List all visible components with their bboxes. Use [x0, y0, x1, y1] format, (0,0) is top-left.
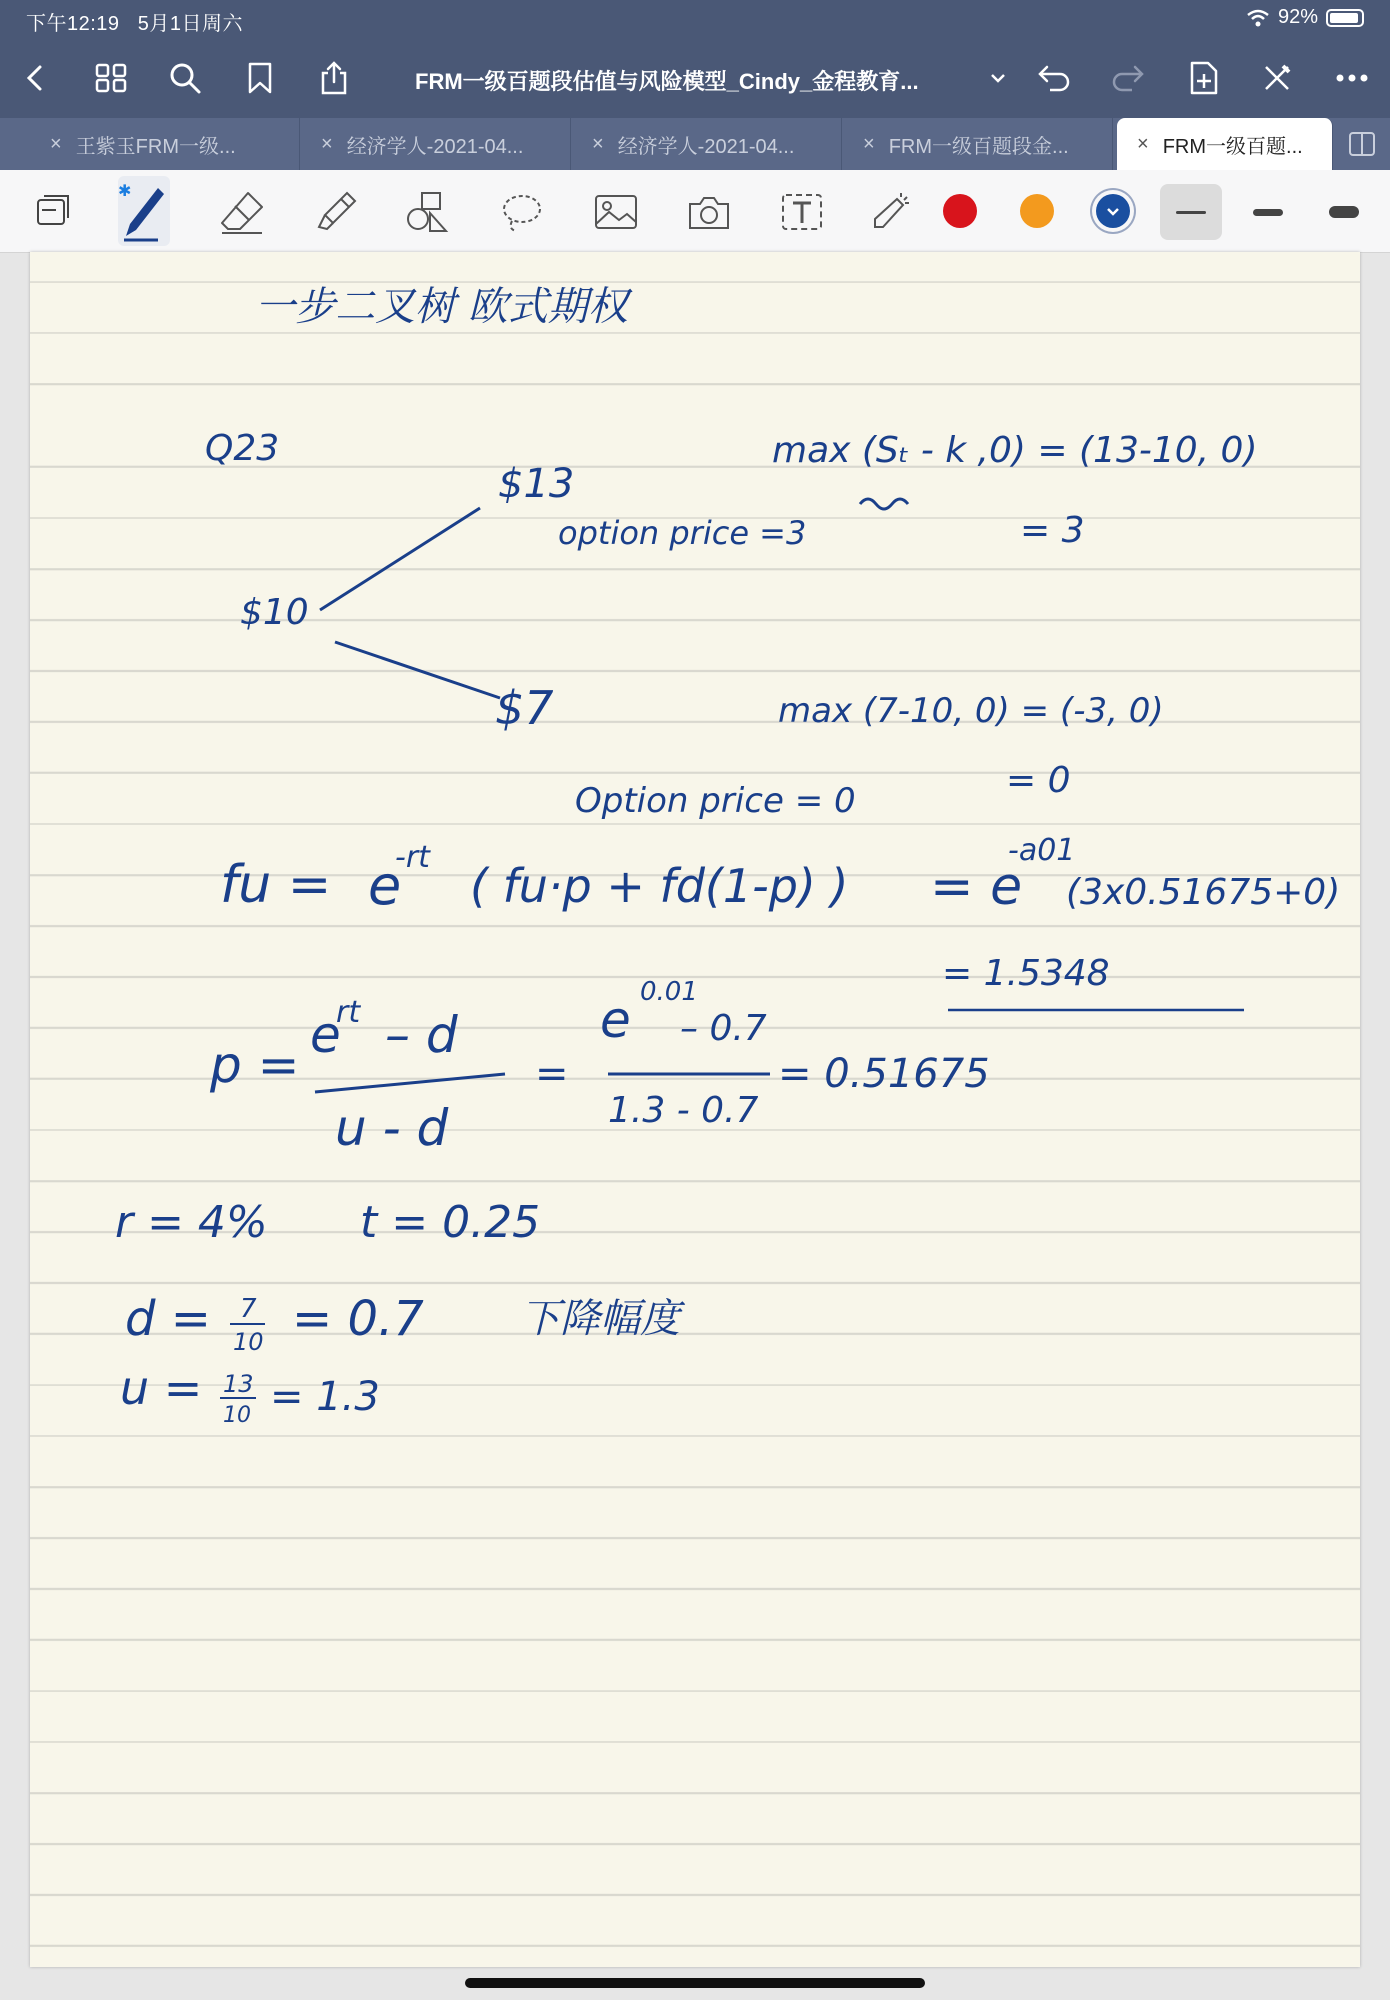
- u-frac-den: 10: [223, 1403, 251, 1428]
- chevron-down-icon: [1096, 194, 1130, 228]
- fu-result: = 1.5348: [942, 953, 1110, 994]
- fu-exponent2: -a01: [1008, 833, 1076, 868]
- question-number: Q23: [205, 428, 280, 469]
- color-swatch-red[interactable]: [943, 194, 977, 228]
- tab-1[interactable]: [301, 118, 571, 170]
- u-frac-num: 13: [223, 1370, 254, 1398]
- d-lhs: d =: [125, 1291, 211, 1347]
- stroke-thin-button[interactable]: [1160, 184, 1222, 240]
- tab-bar: [0, 118, 1390, 170]
- tab-3[interactable]: [843, 118, 1113, 170]
- stroke-thick-button[interactable]: [1313, 184, 1375, 240]
- nav-bar: [0, 38, 1390, 118]
- down-option-price: Option price = 0: [575, 781, 856, 821]
- eraser-icon[interactable]: [216, 186, 268, 238]
- fu-exponent: -rt: [395, 840, 430, 875]
- status-time-date: [26, 7, 243, 36]
- tab-close-icon[interactable]: ×: [863, 132, 875, 155]
- tab-4-active[interactable]: [1117, 118, 1333, 170]
- grid-icon[interactable]: [91, 58, 131, 98]
- tree-down-branch: [335, 642, 500, 698]
- share-icon[interactable]: [314, 58, 354, 98]
- up-option-price: option price =3: [558, 514, 807, 552]
- d-frac-den: 10: [233, 1328, 264, 1356]
- document-title[interactable]: FRM一级百题段估值与风险模型_Cindy_金程教育...: [415, 69, 919, 94]
- t-line: t = 0.25: [360, 1197, 541, 1248]
- underline-squiggle: [860, 499, 908, 509]
- wifi-icon: [1246, 8, 1270, 28]
- fu-lhs: fu =: [220, 855, 332, 915]
- down-payoff-result: = 0: [1006, 760, 1071, 801]
- note-heading: 一步二叉树 欧式期权: [255, 284, 628, 330]
- start-price: $10: [240, 592, 309, 633]
- lasso-icon[interactable]: [496, 186, 548, 238]
- fu-e: e: [368, 854, 402, 917]
- d-note: 下降幅度: [520, 1296, 680, 1342]
- image-icon[interactable]: [590, 186, 642, 238]
- camera-icon[interactable]: [683, 186, 735, 238]
- stroke-medium-button[interactable]: [1237, 184, 1299, 240]
- status-bar: [0, 0, 1390, 38]
- stroke-thick-icon: [1329, 206, 1359, 218]
- laser-icon[interactable]: [864, 186, 916, 238]
- battery-fill: [1330, 13, 1358, 23]
- search-icon[interactable]: [165, 58, 205, 98]
- tab-label: 经济学人-2021-04...: [617, 135, 795, 158]
- down-price: $7: [495, 681, 554, 735]
- svg-text:✱: ✱: [118, 183, 132, 200]
- pages-icon[interactable]: [28, 186, 80, 238]
- text-icon[interactable]: [776, 186, 828, 238]
- tab-close-icon[interactable]: ×: [50, 132, 62, 155]
- d-frac-num: 7: [240, 1294, 257, 1324]
- split-view-icon[interactable]: [1342, 124, 1382, 164]
- p-den: u - d: [335, 1099, 449, 1157]
- notebook-page[interactable]: [30, 252, 1360, 1967]
- tool-bar: [0, 170, 1390, 253]
- fu-body: ( fu·p + fd(1-p) ): [470, 859, 849, 913]
- color-swatch-orange[interactable]: [1020, 194, 1054, 228]
- stroke-thin-icon: [1176, 211, 1206, 214]
- tab-label: FRM一级百题...: [1162, 135, 1303, 158]
- fu-eq2: = e: [930, 857, 1023, 917]
- battery-icon: [1326, 9, 1364, 27]
- highlighter-icon[interactable]: [309, 186, 361, 238]
- up-payoff-result: = 3: [1020, 510, 1085, 551]
- back-icon[interactable]: [16, 58, 56, 98]
- down-payoff: max (7-10, 0) = (-3, 0): [778, 691, 1164, 731]
- handwriting-layer: [30, 252, 1360, 1967]
- add-page-icon[interactable]: [1184, 58, 1224, 98]
- p-num2-rest: – 0.7: [680, 1008, 767, 1049]
- status-date: 5月1日周六: [137, 13, 243, 35]
- u-lhs: u =: [120, 1361, 203, 1415]
- p-den2: 1.3 - 0.7: [608, 1090, 759, 1131]
- home-indicator[interactable]: [465, 1978, 925, 1988]
- tab-label: 王紫玉FRM一级...: [75, 135, 236, 158]
- chevron-down-icon[interactable]: [978, 58, 1018, 98]
- tab-label: 经济学人-2021-04...: [346, 135, 524, 158]
- p-num-e: e: [310, 1006, 341, 1064]
- p-num-rest: – d: [385, 1006, 458, 1064]
- tab-close-icon[interactable]: ×: [321, 132, 333, 155]
- p-fraction-bar: [315, 1074, 505, 1092]
- up-payoff: max (Sₜ - k ,0) = (13-10, 0): [772, 430, 1258, 471]
- tab-0[interactable]: [30, 118, 300, 170]
- bookmark-icon[interactable]: [240, 58, 280, 98]
- color-swatch-blue[interactable]: [1096, 194, 1130, 228]
- more-icon[interactable]: [1332, 58, 1372, 98]
- redo-icon[interactable]: [1108, 58, 1148, 98]
- u-result: = 1.3: [270, 1374, 380, 1420]
- up-price: $13: [498, 461, 575, 507]
- p-eq: =: [535, 1051, 569, 1097]
- status-right: [1246, 6, 1364, 29]
- tab-2[interactable]: [572, 118, 842, 170]
- tab-label: FRM一级百题段金...: [888, 135, 1069, 158]
- p-num-exp: rt: [336, 995, 361, 1030]
- battery-percent: 92%: [1277, 6, 1318, 28]
- tree-up-branch: [320, 508, 480, 610]
- p-result: = 0.51675: [778, 1051, 990, 1097]
- r-line: r = 4%: [115, 1197, 268, 1248]
- fu-tail: (3x0.51675+0): [1066, 872, 1341, 913]
- pen-icon[interactable]: [118, 176, 170, 246]
- p-num2-e: e: [600, 991, 631, 1049]
- tab-close-icon[interactable]: ×: [1137, 132, 1149, 155]
- stroke-medium-icon: [1253, 209, 1283, 216]
- close-pen-icon[interactable]: [1257, 58, 1297, 98]
- tab-close-icon[interactable]: ×: [592, 132, 604, 155]
- d-result: = 0.7: [292, 1291, 424, 1347]
- shapes-icon[interactable]: [402, 186, 454, 238]
- p-num2-exp: 0.01: [640, 977, 698, 1007]
- p-lhs: p =: [210, 1036, 300, 1094]
- undo-icon[interactable]: [1034, 58, 1074, 98]
- status-time: 下午12:19: [26, 13, 120, 35]
